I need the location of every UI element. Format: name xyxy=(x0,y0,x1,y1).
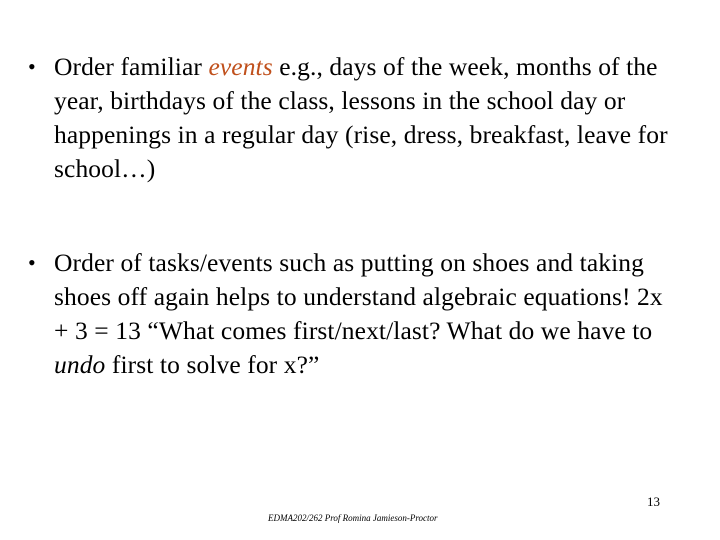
bullet-ordering-events xyxy=(28,50,678,186)
bullet-marker: • xyxy=(28,250,36,275)
bullet-text-end: e.g., days of the week, months of the year, birthdays of the class, lessons in the school day or happenings in a regular day (rise, dress, breakfast, leave for school…) xyxy=(54,52,668,183)
bullet-text-start: Order of tasks/events such as putting on shoes and taking shoes off again helps to understand algebraic equations! 2x + 3 = 13 “What comes first/next/last? What do we have to xyxy=(54,248,663,345)
highlighted-word-events: events xyxy=(208,52,273,81)
bullet-marker: • xyxy=(28,54,36,79)
emphasized-word-undo: undo xyxy=(54,350,106,379)
bullet-text-start: Order familiar xyxy=(54,52,209,81)
bullet-text-end: first to solve for x?” xyxy=(105,350,320,379)
bullet-ordering-tasks xyxy=(28,246,678,382)
slide-bullet-list xyxy=(28,50,678,382)
footer-credit: EDMA202/262 Prof Romina Jamieson-Proctor xyxy=(268,513,438,523)
page-number: 13 xyxy=(647,494,660,509)
